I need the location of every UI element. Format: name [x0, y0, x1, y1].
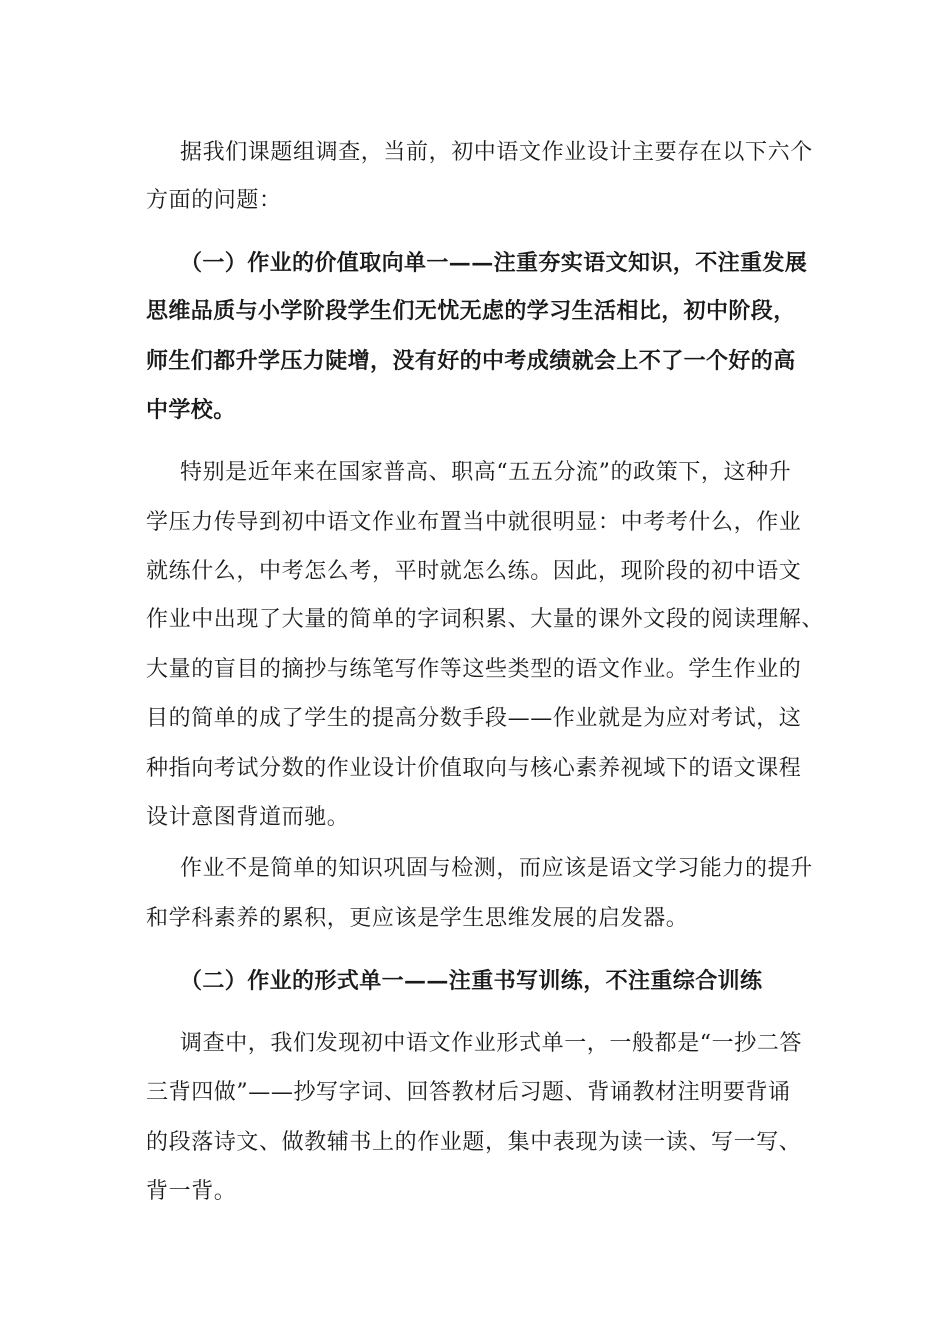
- paragraph-line: 设计意图背道而驰。: [146, 805, 350, 830]
- section-heading-line: （二）作业的形式单一——注重书写训练，不注重综合训练: [180, 968, 763, 994]
- section-heading-line: （一）作业的价值取向单一——注重夯实语文知识，不注重发展: [180, 250, 808, 276]
- paragraph-line: 学压力传导到初中语文作业布置当中就很明显：中考考什么，作业: [146, 510, 802, 535]
- section-heading-line: 师生们都升学压力陡增，没有好的中考成绩就会上不了一个好的高: [146, 348, 796, 374]
- paragraph-line: 特别是近年来在国家普高、职高“五五分流”的政策下，这种升: [180, 460, 792, 485]
- paragraph-line: 方面的问题：: [146, 188, 282, 213]
- paragraph-line: 目的简单的成了学生的提高分数手段——作业就是为应对考试，这: [146, 706, 802, 731]
- paragraph-line: 大量的盲目的摘抄与练笔写作等这些类型的语文作业。学生作业的: [146, 657, 802, 682]
- paragraph-line: 三背四做”——抄写字词、回答教材后习题、背诵教材注明要背诵: [146, 1080, 791, 1105]
- paragraph-line: 就练什么，中考怎么考，平时就怎么练。因此，现阶段的初中语文: [146, 559, 802, 584]
- paragraph-line: 和学科素养的累积，更应该是学生思维发展的启发器。: [146, 906, 689, 931]
- paragraph-line: 调查中，我们发现初中语文作业形式单一，一般都是“一抄二答: [180, 1031, 803, 1056]
- section-heading-line: 思维品质与小学阶段学生们无忧无虑的学习生活相比，初中阶段，: [146, 298, 796, 324]
- paragraph-line: 作业不是简单的知识巩固与检测，而应该是语文学习能力的提升: [180, 856, 813, 881]
- paragraph-line: 的段落诗文、做教辅书上的作业题，集中表现为读一读、写一写、: [146, 1130, 802, 1155]
- paragraph-line: 种指向考试分数的作业设计价值取向与核心素养视域下的语文课程: [146, 756, 802, 781]
- paragraph-line: 背一背。: [146, 1179, 237, 1204]
- section-heading-line: 中学校。: [146, 397, 236, 423]
- paragraph-line: 作业中出现了大量的简单的字词积累、大量的课外文段的阅读理解、: [146, 607, 825, 632]
- paragraph-line: 据我们课题组调查，当前，初中语文作业设计主要存在以下六个: [180, 140, 813, 165]
